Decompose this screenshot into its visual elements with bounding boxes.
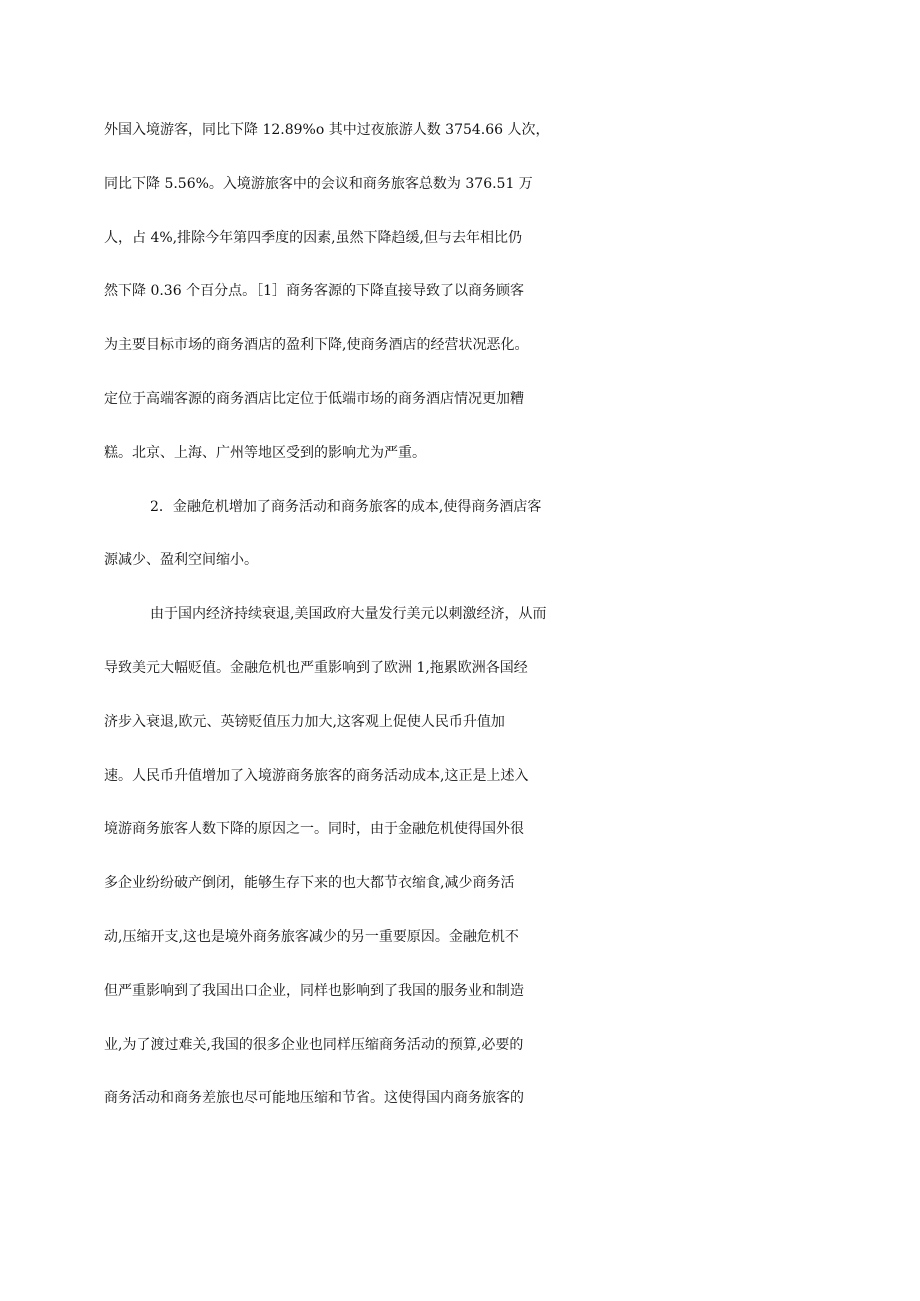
text-line: 商务活动和商务差旅也尽可能地压缩和节省。这使得国内商务旅客的 [104, 1090, 524, 1107]
text-line: 境游商务旅客人数下降的原因之一。同时，由于金融危机使得国外很 [104, 821, 524, 838]
text-line: 速。人民币升值增加了入境游商务旅客的商务活动成本,这正是上述入 [104, 767, 529, 784]
section-heading-line: 2．金融危机增加了商务活动和商务旅客的成本,使得商务酒店客 [150, 498, 542, 515]
text-line: 但严重影响到了我国出口企业，同样也影响到了我国的服务业和制造 [104, 982, 524, 999]
text-line: 外国入境游客，同比下降 12.89%o 其中过夜旅游人数 3754.66 人次， [104, 122, 550, 138]
text-line: 糕。北京、上海、广州等地区受到的影响尤为严重。 [104, 444, 426, 461]
text-line: 济步入衰退,欧元、英镑贬值压力加大,这客观上促使人民币升值加 [104, 713, 505, 730]
text-line: 人，占 4%,排除今年第四季度的因素,虽然下降趋缓,但与去年相比仍 [104, 229, 523, 246]
text-line: 为主要目标市场的商务酒店的盈利下降,使商务酒店的经营状况恶化。 [104, 337, 529, 354]
text-line: 然下降 0.36 个百分点。［1］商务客源的下降直接导致了以商务顾客 [104, 283, 524, 300]
text-line: 定位于高端客源的商务酒店比定位于低端市场的商务酒店情况更加糟 [104, 390, 524, 407]
text-line: 由于国内经济持续衰退,美国政府大量发行美元以刺激经济，从而 [150, 606, 547, 623]
text-line: 业,为了渡过难关,我国的很多企业也同样压缩商务活动的预算,必要的 [104, 1036, 524, 1053]
text-line: 导致美元大幅贬值。金融危机也严重影响到了欧洲 1,拖累欧洲各国经 [104, 659, 528, 676]
text-line: 动,压缩开支,这也是境外商务旅客减少的另一重要原因。金融危机不 [104, 928, 519, 945]
text-line: 同比下降 5.56%。入境游旅客中的会议和商务旅客总数为 376.51 万 [104, 175, 533, 192]
text-line: 多企业纷纷破产倒闭，能够生存下来的也大都节衣缩食,减少商务活 [104, 875, 515, 892]
section-heading-line: 源减少、盈利空间缩小。 [104, 552, 258, 569]
document-body [104, 104, 824, 1126]
